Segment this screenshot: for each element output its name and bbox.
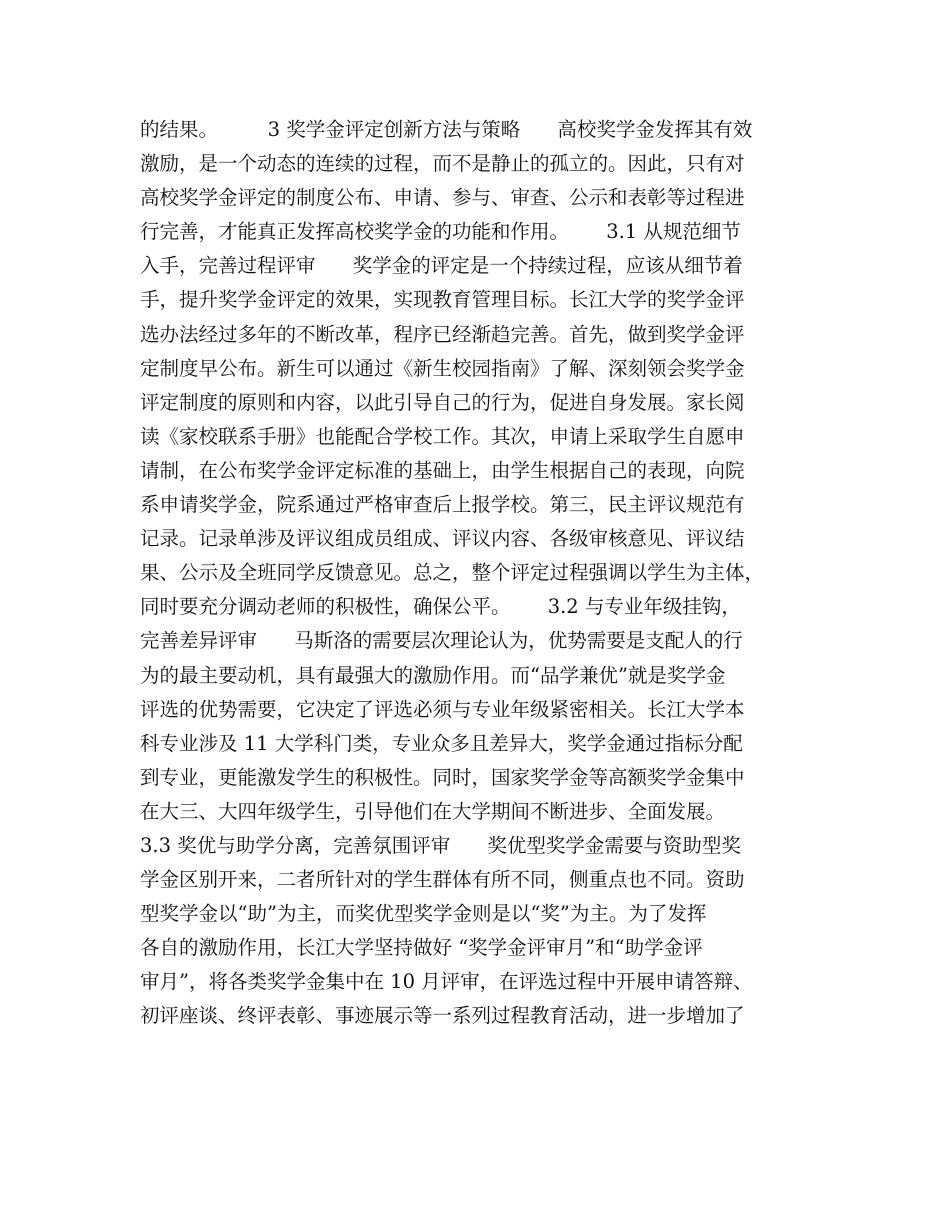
text-line: 评选的优势需要，它决定了评选必须与专业年级紧密相关。长江大学本 bbox=[140, 697, 745, 721]
text-line: 选办法经过多年的不断改革，程序已经渐趋完善。首先，做到奖学金评 bbox=[140, 322, 745, 346]
text-line: 各自的激励作用，长江大学坚持做好 “奖学金评审月”和“助学金评 bbox=[140, 936, 703, 960]
text-line: 3.3 奖优与助学分离，完善氛围评审 奖优型奖学金需要与资助型奖 bbox=[140, 833, 741, 857]
text-line: 系申请奖学金，院系通过严格审查后上报学校。第三，民主评议规范有 bbox=[140, 493, 745, 517]
text-line: 记录。记录单涉及评议组成员组成、评议内容、各级审核意见、评议结 bbox=[140, 527, 745, 551]
text-line: 请制，在公布奖学金评定标准的基础上，由学生根据自己的表现，向院 bbox=[140, 458, 745, 482]
text-line: 在大三、大四年级学生，引导他们在大学期间不断进步、全面发展。 bbox=[140, 799, 726, 823]
text-line: 手，提升奖学金评定的效果，实现教育管理目标。长江大学的奖学金评 bbox=[140, 288, 745, 312]
text-line: 果、公示及全班同学反馈意见。总之，整个评定过程强调以学生为主体， bbox=[140, 561, 765, 585]
text-line: 高校奖学金评定的制度公布、申请、参与、审查、公示和表彰等过程进 bbox=[140, 186, 745, 210]
text-line: 同时要充分调动老师的积极性，确保公平。 3.2 与专业年级挂钩， bbox=[140, 595, 741, 619]
text-line: 评定制度的原则和内容，以此引导自己的行为，促进自身发展。家长阅 bbox=[140, 390, 745, 414]
text-line: 到专业，更能激发学生的积极性。同时，国家奖学金等高额奖学金集中 bbox=[140, 765, 745, 789]
text-line: 科专业涉及 11 大学科门类，专业众多且差异大，奖学金通过指标分配 bbox=[140, 731, 743, 755]
text-line: 初评座谈、终评表彰、事迹展示等一系列过程教育活动，进一步增加了 bbox=[140, 1004, 745, 1028]
text-line: 学金区别开来，二者所针对的学生群体有所不同，侧重点也不同。资助 bbox=[140, 868, 745, 892]
text-line: 为的最主要动机，具有最强大的激励作用。而“品学兼优”就是奖学金 bbox=[140, 663, 726, 687]
text-line: 的结果。 3 奖学金评定创新方法与策略 高校奖学金发挥其有效 bbox=[140, 118, 753, 141]
text-line: 读《家校联系手册》也能配合学校工作。其次，申请上采取学生自愿申 bbox=[140, 424, 745, 448]
text-line: 完善差异评审 马斯洛的需要层次理论认为，优势需要是支配人的行 bbox=[140, 629, 743, 653]
text-line: 审月”，将各类奖学金集中在 10 月评审，在评选过程中开展申请答辩、 bbox=[140, 970, 753, 994]
body-text bbox=[140, 113, 840, 1034]
text-line: 激励，是一个动态的连续的过程，而不是静止的孤立的。因此，只有对 bbox=[140, 152, 745, 176]
text-line: 型奖学金以“助”为主，而奖优型奖学金则是以“奖”为主。为了发挥 bbox=[140, 902, 707, 926]
text-line: 入手，完善过程评审 奖学金的评定是一个持续过程，应该从细节着 bbox=[140, 254, 743, 278]
text-line: 行完善，才能真正发挥高校奖学金的功能和作用。 3.1 从规范细节 bbox=[140, 220, 741, 244]
text-line: 定制度早公布。新生可以通过《新生校园指南》了解、深刻领会奖学金 bbox=[140, 356, 745, 380]
